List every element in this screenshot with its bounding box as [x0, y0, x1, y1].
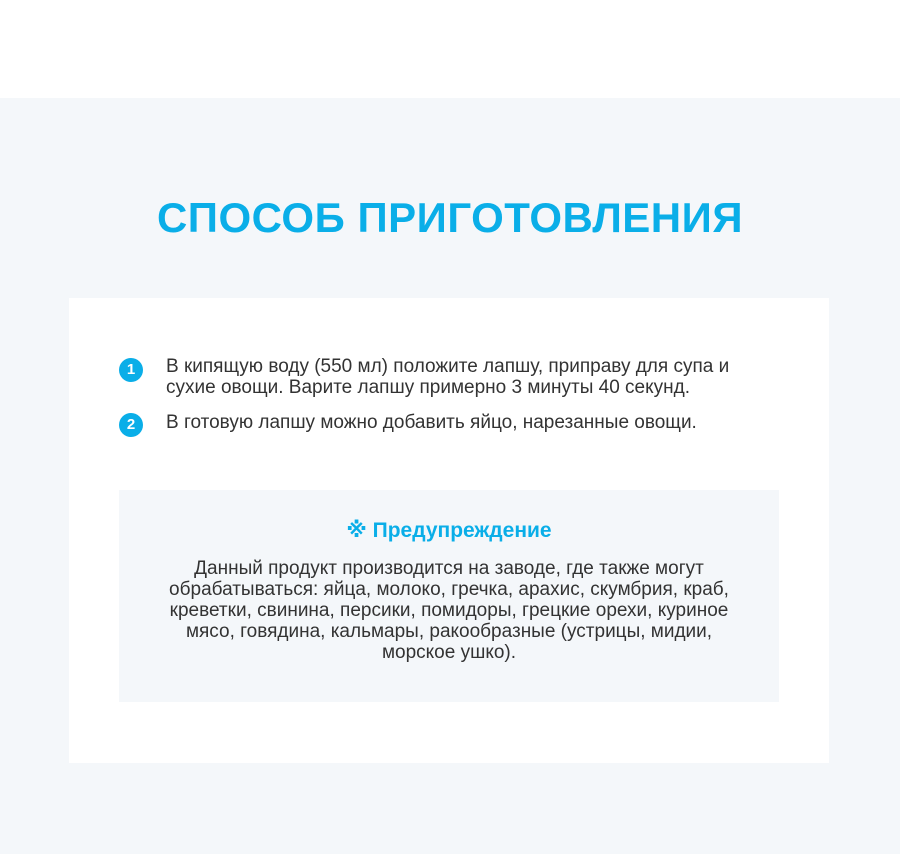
instructions-card	[69, 298, 829, 763]
section-title: СПОСОБ ПРИГОТОВЛЕНИЯ	[156, 194, 744, 241]
step-number-badge: 2	[119, 413, 143, 437]
step-item	[119, 412, 759, 436]
step-item	[119, 356, 759, 400]
allergen-warning-box	[119, 490, 779, 702]
step-text: В готовую лапшу можно добавить яйцо, нарезанные овощи.	[166, 412, 697, 433]
warning-title: ※ Предупреждение	[346, 519, 552, 542]
step-number-badge: 1	[119, 358, 143, 382]
warning-text: Данный продукт производится на заводе, где также могут обрабатываться: яйца, молоко, гречка, арахис, скумбрия, краб, креветки, свинина, персики, помидоры, грецкие орехи, куриное мясо, говядина, кальмары, ракообразные (устрицы, мидии, морское ушко).	[169, 558, 729, 663]
step-text: В кипящую воду (550 мл) положите лапшу, приправу для супа и сухие овощи. Варите лапшу примерно 3 минуты 40 секунд.	[166, 356, 730, 398]
